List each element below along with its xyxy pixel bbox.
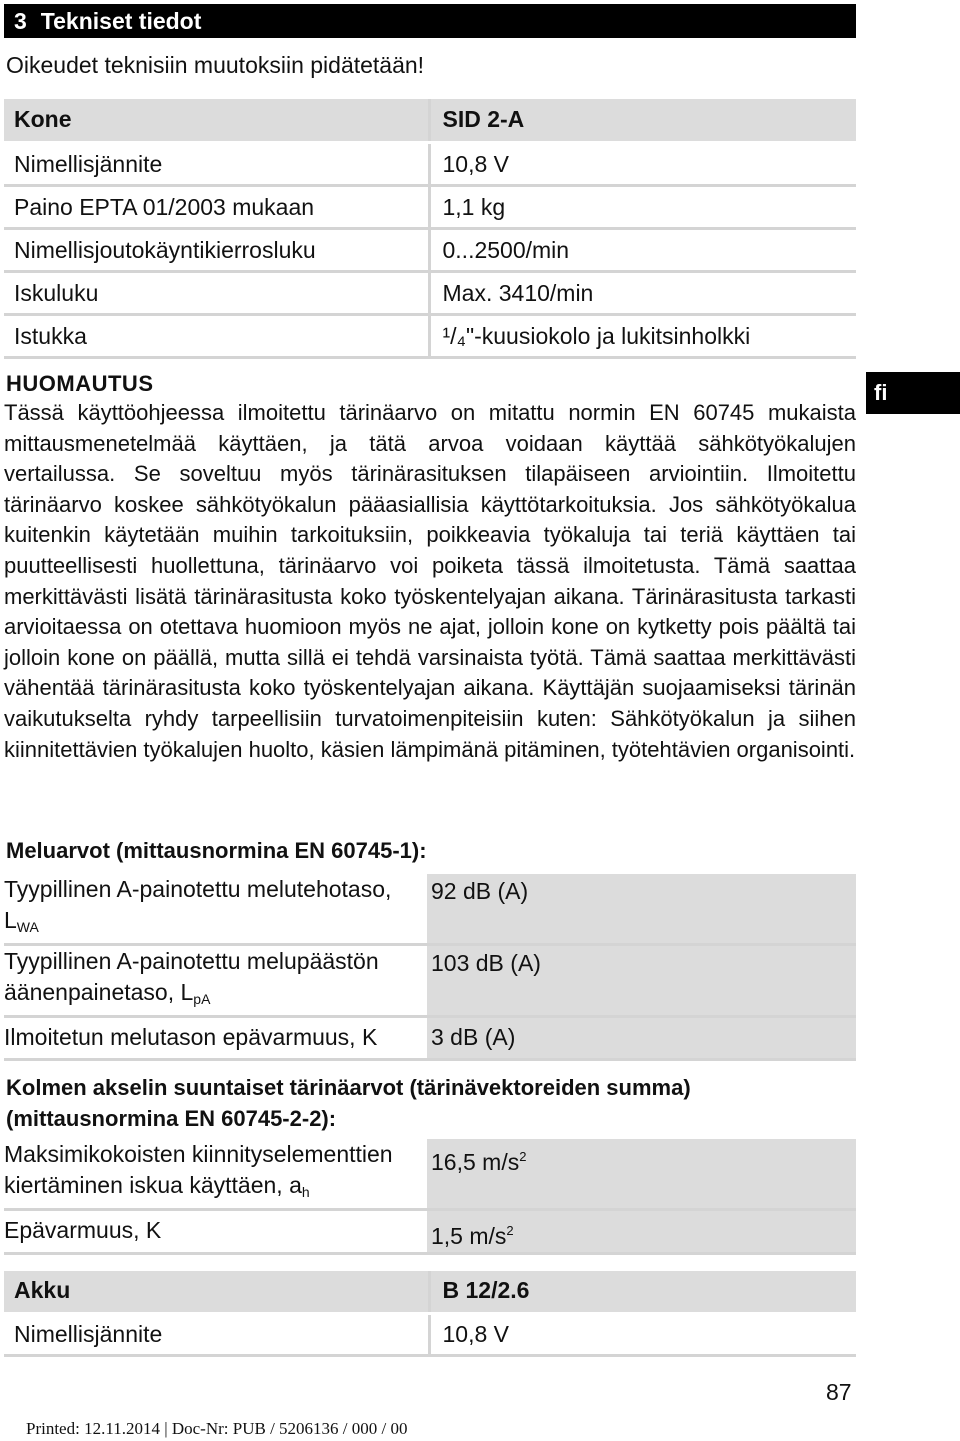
spec-value: 0...2500/min <box>429 228 856 271</box>
table-row <box>4 142 856 185</box>
rights-notice: Oikeudet teknisiin muutoksiin pidätetään! <box>6 52 425 78</box>
table-row <box>4 314 856 357</box>
table-row <box>4 1313 856 1355</box>
vibration-label: Maksimikokoisten kiinnityselementtien kiertäminen iskua käyttäen, $a_h$ <box>4 1139 427 1210</box>
table-row <box>4 1017 856 1060</box>
battery-label: Nimellisjännite <box>4 1313 429 1355</box>
print-footer: Printed: 12.11.2014 | Doc-Nr: PUB / 5206136 / 000 / 00 <box>26 1419 408 1438</box>
noise-table <box>4 874 856 1061</box>
spec-label: Paino EPTA 01/2003 mukaan <box>4 185 429 228</box>
noise-label: Tyypillinen A-painotettu melupäästön äänenpainetaso, $L_{pA}$ <box>4 945 427 1017</box>
page-number: 87 <box>826 1379 852 1405</box>
battery-value: 10,8 V <box>429 1313 856 1355</box>
battery-header-model: B 12/2.6 <box>429 1271 856 1313</box>
table-row <box>4 874 856 945</box>
section-header <box>4 4 856 38</box>
battery-header-label: Akku <box>4 1271 429 1313</box>
noise-heading: Meluarvot (mittausnormina EN 60745-1): <box>6 838 427 863</box>
vibration-table <box>4 1139 856 1255</box>
noise-label: Ilmoitetun melutason epävarmuus, K <box>4 1017 427 1060</box>
battery-table-header <box>4 1271 856 1313</box>
table-row <box>4 1210 856 1254</box>
table-row <box>4 945 856 1017</box>
noise-label: Tyypillinen A-painotettu melutehotaso, $L_{WA}$ <box>4 874 427 945</box>
spec-value: ¹/₄"-kuusiokolo ja lukitsinholkki <box>429 314 856 357</box>
battery-table <box>4 1271 856 1357</box>
noise-value: 92 dB (A) <box>427 874 856 945</box>
vibration-value: 16,5 $m/s^2$ <box>427 1139 856 1210</box>
table-row <box>4 1139 856 1210</box>
noise-value: 3 dB (A) <box>427 1017 856 1060</box>
spec-label: Nimellisjoutokäyntikierrosluku <box>4 228 429 271</box>
vibration-heading: Kolmen akselin suuntaiset tärinäarvot (tärinävektoreiden summa) (mittausnormina EN 60745-2-2): <box>6 1075 691 1131</box>
spec-table-header <box>4 99 856 142</box>
section-title: Tekniset tiedot <box>40 8 202 34</box>
table-row <box>4 185 856 228</box>
spec-value: 10,8 V <box>429 142 856 185</box>
table-row <box>4 228 856 271</box>
spec-label: Istukka <box>4 314 429 357</box>
vibration-value: 1,5 $m/s^2$ <box>427 1210 856 1254</box>
spec-label: Nimellisjännite <box>4 142 429 185</box>
section-number: 3 <box>14 8 27 34</box>
spec-value: 1,1 kg <box>429 185 856 228</box>
spec-value: Max. 3410/min <box>429 271 856 314</box>
spec-label: Iskuluku <box>4 271 429 314</box>
note-title: HUOMAUTUS <box>6 371 154 396</box>
note-body: Tässä käyttöohjeessa ilmoitettu tärinäarvo on mitattu normin EN 60745 mukaista mittausmenetelmää käyttäen, ja tätä arvoa voidaan käyttää sähkötyökalujen vertailussa. Se soveltuu myös tärinärasituksen tilapäiseen arviointiin. Ilmoitettu tärinäarvo koskee sähkötyökalun pääasiallisia käyttötarkoituksia. Jos sähkötyökalua kuitenkin käytetään muihin tarkoituksiin, poikkeavia työkaluja tai teriä käyttäen tai puutteellisesti huollettuna, tärinäarvo voi poiketa tässä ilmoitetusta. Tämä saattaa merkittävästi lisätä tärinärasitusta koko työskentelyajan aikana. Tärinärasitusta tarkasti arvioitaessa on otettava huomioon myös ne ajat, jolloin kone on kytketty pois päältä tai jolloin kone on päällä, mutta sillä ei tehdä varsinaista työtä. Tämä saattaa merkittävästi vähentää tärinärasitusta koko työskentelyajan aikana. Käyttäjän suojaamiseksi tärinän vaikutukselta ryhdy tarpeellisiin turvatoimenpiteisiin kuten: Sähkötyökalun ja siihen kiinnitettävien työkalujen huolto, käsien lämpimänä pitäminen, työtehtävien organisointi. <box>4 400 856 762</box>
language-tab: fi <box>866 372 960 414</box>
spec-header-model: SID 2-A <box>429 99 856 142</box>
vibration-label: Epävarmuus, K <box>4 1210 427 1254</box>
noise-value: 103 dB (A) <box>427 945 856 1017</box>
spec-header-label: Kone <box>4 99 429 142</box>
spec-table <box>4 99 856 359</box>
table-row <box>4 271 856 314</box>
